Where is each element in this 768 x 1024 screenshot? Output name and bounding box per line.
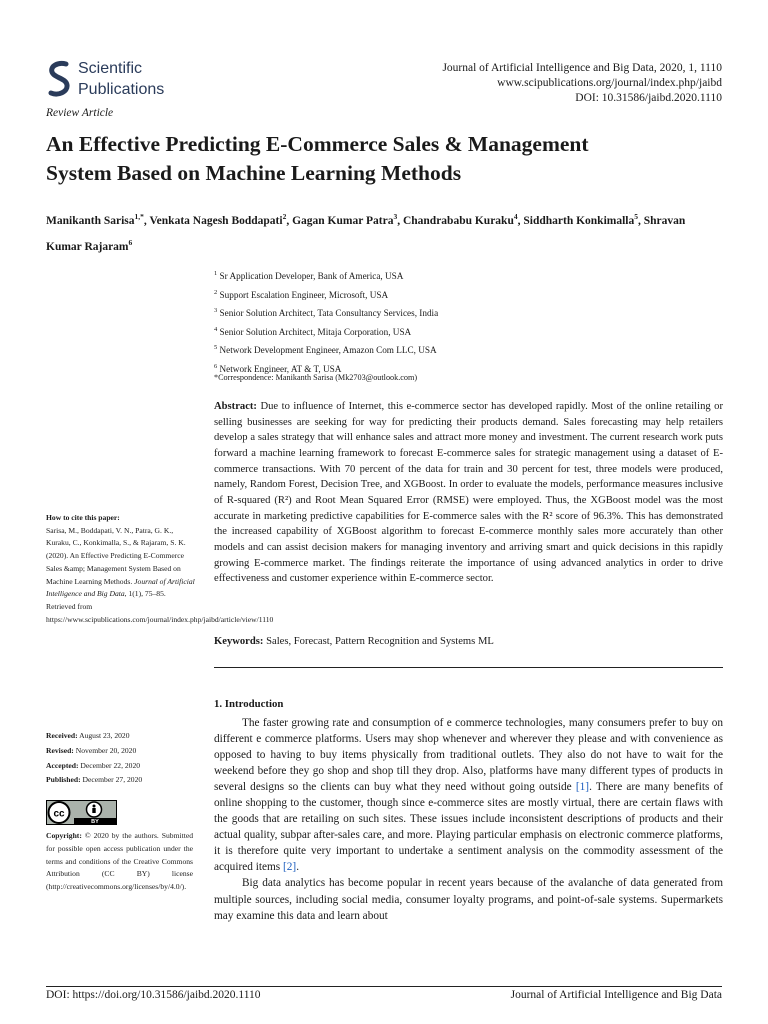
date-label: Revised: xyxy=(46,745,74,755)
copyright-text: © 2020 by the authors. Submitted for possible open access publication under the terms and conditions of the Creative Commons Attribution (CC BY) license (http://creativecommons.org/licenses/by/4.0/). xyxy=(46,831,194,892)
affiliation-number: 3 xyxy=(214,307,218,315)
date-value: December 27, 2020 xyxy=(82,775,143,785)
author-separator: , xyxy=(286,214,293,227)
correspondence: *Correspondence: Manikanth Sarisa (Mk2703@outlook.com) xyxy=(214,373,418,382)
publisher-line-2: Publications xyxy=(78,81,165,98)
affiliation-number: 4 xyxy=(214,325,218,333)
copyright-notice xyxy=(46,830,193,894)
section-divider xyxy=(214,667,723,668)
footer-doi[interactable]: DOI: https://doi.org/10.31586/jaibd.2020.1110 xyxy=(46,989,261,1001)
keywords xyxy=(214,636,723,647)
date-value: November 20, 2020 xyxy=(75,745,137,755)
affiliation-item xyxy=(214,322,438,341)
affiliation-number: 2 xyxy=(214,288,218,296)
author-separator: , xyxy=(397,214,403,227)
author-affil-ref: 5 xyxy=(634,212,638,221)
affiliation-number: 6 xyxy=(214,362,218,370)
author-name: Venkata Nagesh Boddapati xyxy=(149,214,283,227)
date-accepted xyxy=(46,759,196,774)
affiliation-number: 5 xyxy=(214,344,218,352)
publication-dates xyxy=(46,729,196,788)
intro-paragraph-2: Big data analytics has become popular in recent years because of the avalanche of data generated from multiple sources, including social media, consumer loyalty programs, and point-of-sale systems. Supermarkets may examine this data and learn about xyxy=(214,877,723,922)
citation-link[interactable]: [1] xyxy=(575,781,590,794)
date-value: August 23, 2020 xyxy=(79,731,130,740)
affiliation-item xyxy=(214,303,438,322)
citation-text: Sarisa, M., Boddapati, V. N., Patra, G. K., Kuraku, C., Konkimalla, S., & Rajaram, S. K. (2020). An Effective Predicting E-Commerce Sales &amp; Management System Based on Machine Learning Methods. xyxy=(46,525,186,586)
affiliation-item xyxy=(214,266,438,285)
how-to-cite-label: How to cite this paper: xyxy=(46,513,120,522)
journal-info xyxy=(442,61,722,106)
citation-link[interactable]: [2] xyxy=(283,861,297,874)
how-to-cite xyxy=(46,512,274,626)
affiliation-list xyxy=(214,266,438,377)
article-type: Review Article xyxy=(46,107,114,119)
author-name: Chandrababu Kuraku xyxy=(402,214,514,227)
author-affil-ref: 6 xyxy=(128,237,133,247)
date-published xyxy=(46,773,196,788)
svg-text:cc: cc xyxy=(53,808,65,820)
author-list xyxy=(46,206,722,258)
publisher-name xyxy=(78,58,164,100)
author-name: Shravan Kumar Rajaram xyxy=(46,214,686,253)
affiliation-text: Senior Solution Architect, Tata Consultancy Services, India xyxy=(219,308,439,319)
intro-paragraph-1 xyxy=(214,715,723,875)
date-label: Published: xyxy=(46,775,81,785)
publisher-logo-icon xyxy=(46,60,72,98)
author-separator: , xyxy=(143,214,150,227)
citation-journal: Journal of Artificial Intelligence and Big Data xyxy=(46,576,195,599)
date-received xyxy=(46,729,196,744)
date-label: Received: xyxy=(46,731,78,740)
date-revised xyxy=(46,744,196,759)
author-name: Gagan Kumar Patra xyxy=(292,214,394,227)
affiliation-text: Sr Application Developer, Bank of America, USA xyxy=(219,271,404,282)
license-label: BY xyxy=(91,819,99,825)
footer-divider xyxy=(46,986,722,987)
author-name: Siddharth Konkimalla xyxy=(523,214,635,227)
citation-retrieval[interactable]: , 1(1), 75–85. Retrieved from https://www.scipublications.com/journal/index.php/jaibd/article/view/1110 xyxy=(46,589,274,624)
publisher-line-1: Scientific xyxy=(78,60,143,77)
abstract-text: Due to influence of Internet, this e-commerce sector has developed rapidly. Most of the online retailing or selling businesses are seeking for way for predicting their products demand. Sales forecasting may help retailers develop a sales strategy that will enhance sales and attract more money and investment. The current research work puts forward a machine learning framework to forecast E-commerce sales for strategic management using a dataset of E-commerce transactions. With 70 percent of the data for train and 30 percent for test, three models were produced, namely, Random Forest, Decision Tree, and XGBoost. In order to evaluate the models, performance measures inclusive of R-squared (R²) and Root Mean Squared Error (RMSE) were employed. Thus, the XGBoost model was the most accurate in marketing predictive capabilities for E-commerce sales with the R² score of 96.3%. This has demonstrated the increased capability of XGBoost algorithm to forecast E-commerce monthly sales more accurately than other models and can assist decision makers for managing inventory and arriving smart and quick decisions in this rapidly growing E-commerce market. The findings reiterate the importance of using advanced analytics in order to drive effectiveness and customer experience within E-commerce sector. xyxy=(214,401,723,585)
title-line-2: System Based on Machine Learning Methods xyxy=(46,161,462,185)
paper-title xyxy=(46,130,726,188)
abstract xyxy=(214,399,723,587)
footer-journal: Journal of Artificial Intelligence and Big Data xyxy=(510,989,722,1001)
author-affil-ref: 3 xyxy=(393,212,398,221)
title-line-1: An Effective Predicting E-Commerce Sales & Management xyxy=(46,132,589,156)
affiliation-item xyxy=(214,340,438,359)
introduction-body xyxy=(214,715,723,924)
intro-text: The faster growing rate and consumption of e commerce technologies, many consumers prefer to buy on different e commerce platforms. Users may shop whenever and wherever they please and with convenience as opposed to having to buy items physically from traditional outlets. They also do not have to wait for the weekend before they go shop and shop till they drop. Also, platforms have many different types of products in several designs so the clients can buy what they need without going outside xyxy=(214,717,723,794)
intro-text: . There are many benefits of online shopping to the customer, though since e-commerce sites are mostly virtual, there are certain flaws with the goods that are retailing on such sites. These issues include inconsistent descriptions of products and their actual quality, subpar after-sales care, and more. Playing particular emphasis on electronic commerce platforms, it is therefore quite very important to undertake a sentiment analysis on the commodity assessment of the acquired items xyxy=(214,781,724,874)
author-name: Manikanth Sarisa xyxy=(46,214,135,227)
cc-by-icon[interactable] xyxy=(46,800,117,825)
date-value: December 22, 2020 xyxy=(80,760,141,770)
author-separator: , xyxy=(638,214,644,227)
author-affil-ref: 2 xyxy=(282,212,287,221)
author-affil-ref: 1,* xyxy=(134,212,144,221)
intro-text: . xyxy=(296,861,300,874)
author-affil-ref: 4 xyxy=(513,212,518,221)
affiliation-number: 1 xyxy=(214,270,218,277)
keywords-label: Keywords: xyxy=(214,636,264,647)
affiliation-text: Senior Solution Architect, Mitaja Corporation, USA xyxy=(219,326,412,337)
affiliation-text: Network Engineer, AT & T, USA xyxy=(219,363,342,374)
copyright-label: Copyright: xyxy=(46,831,82,840)
affiliation-text: Network Development Engineer, Amazon Com LLC, USA xyxy=(219,345,437,356)
journal-citation: Journal of Artificial Intelligence and Big Data, 2020, 1, 1110 xyxy=(442,62,722,74)
section-heading: 1. Introduction xyxy=(214,698,284,710)
journal-website-link[interactable]: www.scipublications.org/journal/index.php/jaibd xyxy=(497,77,722,89)
keywords-text: Sales, Forecast, Pattern Recognition and Systems ML xyxy=(266,636,494,647)
abstract-label: Abstract: xyxy=(214,401,257,412)
journal-doi: DOI: 10.31586/jaibd.2020.1110 xyxy=(575,92,722,104)
date-label: Accepted: xyxy=(46,760,79,770)
affiliation-text: Support Escalation Engineer, Microsoft, USA xyxy=(219,289,389,300)
author-separator: , xyxy=(517,214,524,227)
affiliation-item xyxy=(214,285,438,304)
